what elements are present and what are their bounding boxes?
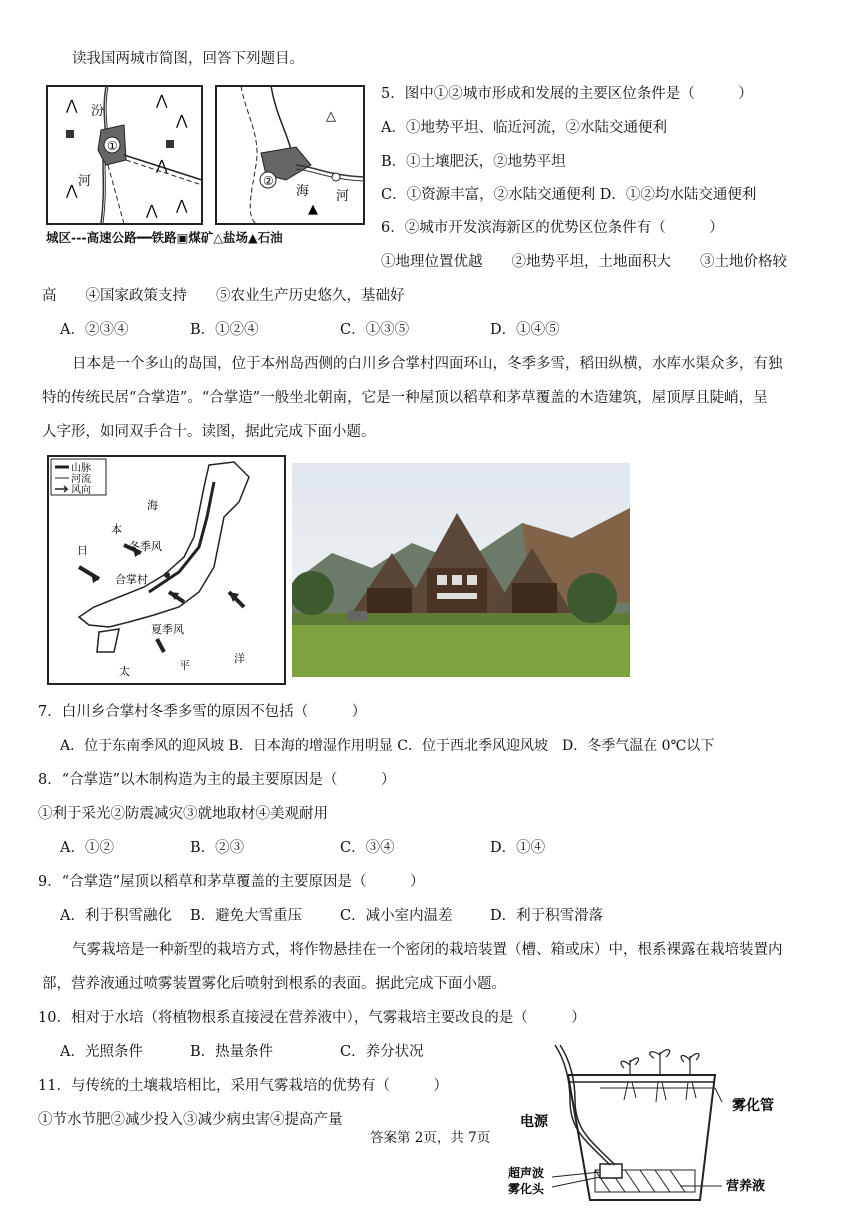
seedling-1 [621, 1058, 638, 1075]
coal-mine-icon2 [166, 140, 174, 148]
q6-option-d: D．①④⑤ [490, 322, 560, 338]
svg-text:雾化管: 雾化管 [732, 1098, 774, 1114]
svg-text:河: 河 [78, 174, 92, 189]
summer-wind-arrow3 [157, 639, 164, 652]
house-photo-svg [292, 463, 630, 677]
passage2-line1: 日本是一个多山的岛国，位于本州岛西侧的白川乡合掌村四面环山，冬季多雪，稻田纵横，水库水渠众多，有独 [72, 356, 783, 372]
oil-icon: ▲ [308, 202, 318, 217]
q8-option-a: A．①② [60, 840, 114, 856]
q9-stem: 9．“合掌造”屋顶以稻草和茅草覆盖的主要原因是（ ） [38, 874, 425, 890]
passage3-line1: 气雾栽培是一种新型的栽培方式，将作物悬挂在一个密闭的栽培装置（槽、箱或床）中，根系裸露在栽培装置内 [72, 942, 783, 958]
passage3-line2: 部，营养液通过喷雾装置雾化后喷射到根系的表面。据此完成下面小题。 [42, 976, 506, 992]
village-marker [164, 572, 170, 578]
mountain-icon: ⋀ [66, 98, 78, 114]
svg-text:⋀: ⋀ [156, 93, 168, 109]
q7-stem: 7．白川乡合掌村冬季多雪的原因不包括（ ） [38, 704, 367, 720]
q10-option-c: C．养分状况 [340, 1044, 424, 1060]
q9-option-b: B．避免大雪重压 [190, 908, 303, 924]
svg-text:雾化头: 雾化头 [508, 1182, 545, 1196]
svg-text:夏季风: 夏季风 [151, 623, 184, 636]
svg-text:⋀: ⋀ [156, 158, 168, 174]
q5-stem: 5．图中①②城市形成和发展的主要区位条件是（ ） [381, 86, 753, 102]
q10-option-a: A．光照条件 [60, 1044, 143, 1060]
svg-text:日: 日 [77, 544, 88, 557]
q11-sub: ①节水节肥②减少投入③减少病虫害④提高产量 [38, 1112, 343, 1128]
q8-option-d: D．①④ [490, 840, 546, 856]
svg-text:海: 海 [296, 184, 310, 199]
q6-option-c: C．①③⑤ [340, 322, 410, 338]
svg-text:电源: 电源 [520, 1114, 548, 1130]
q9-option-d: D．利于积雪滑落 [490, 908, 604, 924]
gassho-house-photo [292, 463, 630, 677]
seedling-2 [650, 1050, 670, 1075]
svg-text:河: 河 [336, 189, 350, 204]
passage2-line3: 人字形，如同双手合十。读图，据此完成下面小题。 [42, 424, 376, 440]
q10-option-b: B．热量条件 [190, 1044, 274, 1060]
svg-text:汾: 汾 [91, 104, 105, 119]
svg-text:本: 本 [111, 523, 122, 536]
svg-text:山脉: 山脉 [71, 463, 91, 474]
port-marker [332, 173, 340, 181]
q6-stem: 6．②城市开发滨海新区的优势区位条件有（ ） [381, 220, 724, 236]
q6-option-a: A．②③④ [60, 322, 129, 338]
svg-text:营养液: 营养液 [726, 1179, 766, 1194]
q7-options: A．位于东南季风的迎风坡 B．日本海的增湿作用明显 C．位于西北季风迎风坡 D．冬季气温在 0℃以下 [60, 738, 715, 754]
aeroponics-svg [500, 1040, 800, 1210]
q6-options-line2: 高 ④国家政策支持 ⑤农业生产历史悠久，基础好 [42, 288, 405, 304]
q8-option-c: C．③④ [340, 840, 395, 856]
svg-text:海: 海 [147, 499, 158, 512]
svg-text:⋀: ⋀ [176, 198, 188, 214]
city-maps-figure [46, 85, 366, 255]
svg-text:合掌村: 合掌村 [115, 573, 148, 586]
passage2-line2: 特的传统民居“合掌造”。“合掌造”一般坐北朝南，它是一种屋顶以稻草和茅草覆盖的木造建筑，屋顶厚且陡峭，呈 [42, 390, 768, 406]
intro-text: 读我国两城市简图，回答下列题目。 [72, 51, 304, 67]
q5-option-b: B．①土壤肥沃，②地势平坦 [381, 154, 566, 170]
svg-text:洋: 洋 [234, 652, 245, 665]
salt-field-icon: △ [326, 109, 336, 124]
map-legend: 城区---高速公路━━铁路▣煤矿△盐场▲石油 [46, 230, 283, 245]
svg-text:①: ① [107, 139, 118, 153]
svg-text:②: ② [263, 174, 274, 188]
q9-option-a: A．利于积雪融化 [60, 908, 172, 924]
aeroponics-figure [500, 1040, 800, 1210]
q8-stem: 8．“合掌造”以木制构造为主的最主要原因是（ ） [38, 772, 396, 788]
q9-option-c: C．减小室内温差 [340, 908, 453, 924]
seedling-3 [681, 1054, 699, 1075]
japan-map-figure [47, 455, 286, 685]
q6-option-b: B．①②④ [190, 322, 259, 338]
svg-text:太: 太 [119, 665, 130, 678]
japan-map-svg [49, 457, 284, 683]
svg-text:超声波: 超声波 [508, 1166, 545, 1180]
svg-text:河流: 河流 [71, 474, 91, 485]
q6-options-line1: ①地理位置优越 ②地势平坦，土地面积大 ③土地价格较 [381, 254, 787, 270]
svg-text:冬季风: 冬季风 [129, 540, 162, 553]
svg-text:平: 平 [179, 659, 190, 672]
ultrasonic-head [600, 1164, 622, 1178]
q11-stem: 11．与传统的土壤栽培相比，采用气雾栽培的优势有（ ） [38, 1078, 448, 1094]
q8-option-b: B．②③ [190, 840, 245, 856]
page-footer: 答案第 2页，共 7页 [370, 1130, 491, 1146]
svg-text:⋀: ⋀ [176, 113, 188, 129]
svg-text:风向: 风向 [71, 485, 91, 496]
q5-option-cd: C．①资源丰富，②水陆交通便利 D．①②均水陆交通便利 [381, 187, 757, 203]
svg-text:⋀: ⋀ [146, 203, 158, 219]
q8-sub: ①利于采光②防震减灾③就地取材④美观耐用 [38, 806, 328, 822]
svg-text:⋀: ⋀ [66, 183, 78, 199]
q5-option-a: A．①地势平坦、临近河流，②水陆交通便利 [381, 120, 667, 136]
coal-mine-icon1 [66, 130, 74, 138]
kyushu [97, 629, 119, 652]
q10-stem: 10．相对于水培（将植物根系直接浸在营养液中），气雾栽培主要改良的是（ ） [38, 1010, 586, 1026]
